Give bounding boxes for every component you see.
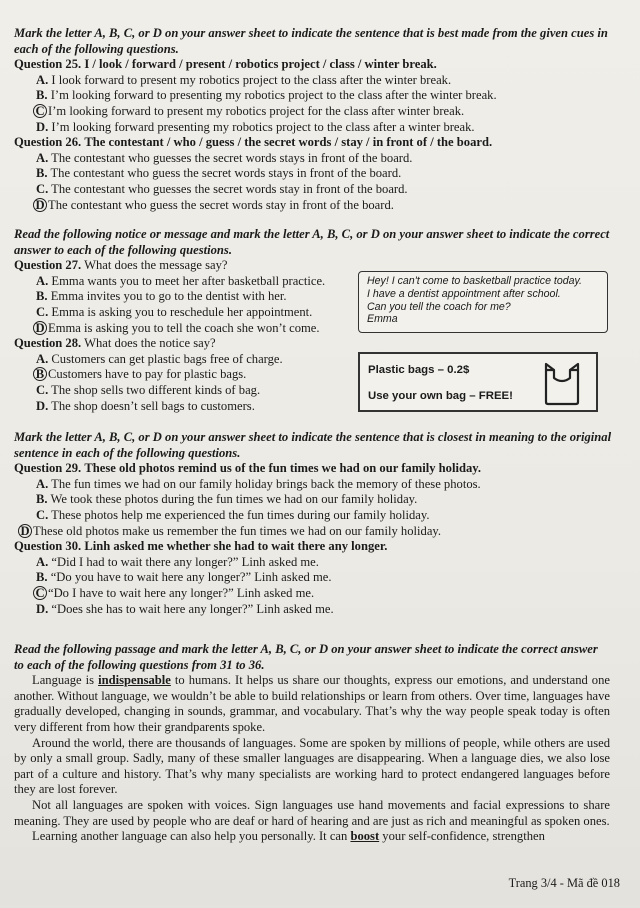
- question-label: Question 30.: [14, 539, 82, 554]
- option-text: The shop doesn’t sell bags to customers.: [51, 398, 255, 413]
- option-letter: A.: [36, 150, 49, 165]
- question-text: These old photos remind us of the fun times we had on our family holiday.: [84, 461, 481, 476]
- option-letter: B.: [36, 492, 48, 507]
- question-label: Question 29.: [14, 461, 82, 476]
- option-letter: D.: [36, 601, 49, 616]
- option-text: These photos help me experienced the fun times during our family holiday.: [51, 507, 430, 522]
- question-25: [14, 57, 614, 73]
- option-b: [14, 166, 614, 182]
- passage-paragraph-1: [14, 673, 610, 735]
- option-a: [14, 555, 614, 571]
- question-text: What does the notice say?: [84, 336, 216, 351]
- option-c: [14, 104, 614, 120]
- option-text: The contestant who guess the secret words stay in front of the board.: [48, 197, 394, 212]
- circled-answer-mark: C: [33, 104, 47, 118]
- question-text: Linh asked me whether she had to wait there any longer.: [84, 539, 388, 554]
- question-label: Question 27.: [14, 258, 82, 273]
- shop-notice-box: [358, 352, 598, 412]
- option-d: [14, 120, 614, 136]
- option-b: [14, 88, 614, 104]
- message-line: Can you tell the coach for me?: [367, 300, 511, 313]
- option-letter: A.: [36, 351, 49, 366]
- option-letter: C.: [36, 507, 49, 522]
- message-line: I have a dentist appointment after school.: [367, 287, 561, 300]
- option-letter: A.: [36, 72, 49, 87]
- question-26: [14, 135, 614, 151]
- option-letter: A.: [36, 273, 49, 288]
- option-text: “Do I have to wait here any longer?” Linh asked me.: [48, 585, 315, 600]
- option-text: Emma is asking you to tell the coach she won’t come.: [48, 320, 320, 335]
- option-text: I’m looking forward presenting my robotics project to the class after a winter break.: [51, 119, 475, 134]
- circled-answer-mark: D: [33, 321, 47, 335]
- option-b: [14, 492, 614, 508]
- passage-text: your self-confidence, strengthen: [379, 829, 545, 844]
- message-line: Hey! I can't come to basketball practice today.: [367, 275, 582, 287]
- question-label: Question 26.: [14, 135, 82, 150]
- section-1: [14, 26, 614, 213]
- question-cues: I / look / forward / present / robotics project / class / winter break.: [84, 57, 437, 72]
- section-3-instruction: Mark the letter A, B, C, or D on your answer sheet to indicate the sentence that is closest in meaning to the original sentence in each of the following questions.: [14, 430, 612, 460]
- option-letter: D.: [36, 119, 49, 134]
- option-letter: C.: [36, 304, 49, 319]
- shopping-bag-icon: [542, 362, 582, 406]
- option-text: Customers can get plastic bags free of charge.: [51, 351, 283, 366]
- option-letter: B.: [36, 570, 48, 585]
- option-text: “Does she has to wait here any longer?” Linh asked me.: [51, 601, 334, 616]
- option-b: [14, 570, 614, 586]
- option-c: [14, 586, 614, 602]
- notice-line-2: Use your own bag – FREE!: [368, 390, 513, 402]
- option-text: “Did I had to wait there any longer?” Linh asked me.: [51, 554, 319, 569]
- question-28: [14, 336, 614, 352]
- option-text: The contestant who guess the secret words stays in front of the board.: [50, 166, 402, 181]
- option-a: [14, 477, 614, 493]
- option-text: Emma is asking you to reschedule her appointment.: [51, 304, 313, 319]
- section-2-instruction: Read the following notice or message and mark the letter A, B, C, or D on your answer sheet to indicate the correct answer to each of the following questions.: [14, 227, 610, 257]
- option-text: I’m looking forward to presenting my robotics project to the class after the winter break.: [50, 88, 497, 103]
- section-4: [14, 642, 610, 845]
- text-message-box: [358, 271, 608, 333]
- option-text: The shop sells two different kinds of bag.: [51, 382, 261, 397]
- question-label: Question 25.: [14, 57, 82, 72]
- notice-line-1: Plastic bags – 0.2$: [368, 364, 470, 376]
- passage-text: Learning another language can also help you personally. It can: [32, 829, 351, 844]
- option-text: The contestant who guesses the secret words stay in front of the board.: [51, 181, 408, 196]
- question-30: [14, 539, 614, 555]
- option-text: “Do you have to wait here any longer?” Linh asked me.: [50, 570, 332, 585]
- option-d: [14, 524, 614, 540]
- passage-text: Language is: [32, 673, 99, 688]
- page-footer: Trang 3/4 - Mã đề 018: [508, 876, 620, 890]
- option-text: Customers have to pay for plastic bags.: [48, 367, 247, 382]
- option-letter: B.: [36, 289, 48, 304]
- section-4-instruction: Read the following passage and mark the letter A, B, C, or D on your answer sheet to indicate the correct answer to each of the following questions from 31 to 36.: [14, 642, 598, 672]
- passage-paragraph-4: [14, 829, 610, 845]
- option-text: The contestant who guesses the secret words stays in front of the board.: [51, 150, 413, 165]
- message-signature: Emma: [367, 313, 398, 326]
- option-letter: C.: [36, 382, 49, 397]
- circled-answer-mark: D: [33, 198, 47, 212]
- question-label: Question 28.: [14, 336, 82, 351]
- question-text: What does the message say?: [84, 258, 228, 273]
- option-d: [14, 602, 614, 618]
- option-a: [14, 73, 614, 89]
- option-text: We took these photos during the fun times we had on our family holiday.: [50, 492, 418, 507]
- passage-paragraph-2: Around the world, there are thousands of languages. Some are spoken by millions of people, while others are used by only a small group. Sadly, many of these smaller languages are disappearing. When a language dies, we also lose part of a culture and history. That’s why many specialists are working hard to protect endangered languages before they are lost forever.: [14, 735, 610, 797]
- option-text: Emma invites you to go to the dentist with her.: [50, 289, 287, 304]
- option-letter: B.: [36, 166, 48, 181]
- option-text: I’m looking forward to present my robotics project for the class after winter break.: [48, 103, 465, 118]
- section-3: [14, 430, 614, 617]
- circled-answer-mark: C: [33, 586, 47, 600]
- option-letter: A.: [36, 554, 49, 569]
- option-letter: A.: [36, 476, 49, 491]
- option-text: Emma wants you to meet her after basketball practice.: [51, 273, 326, 288]
- question-29: [14, 461, 614, 477]
- question-cues: The contestant / who / guess / the secret words / stay / in front of / the board.: [84, 135, 493, 150]
- option-text: The fun times we had on our family holiday brings back the memory of these photos.: [51, 476, 481, 491]
- passage-text: to humans. It helps us share our thoughts, express our emotions, and understand one another. Without language, we wouldn’t be able to build relationships or learn from others. Over time, languages have gradually developed, changing in sounds, grammar, and vocabulary. That’s why the way people speak today is often very different from how their grandparents spoke.: [14, 673, 610, 734]
- passage-paragraph-3: Not all languages are spoken with voices. Sign languages use hand movements and facial expressions to share meaning. They are used by people who are deaf or hard of hearing and are just as rich and meaningful as spoken ones.: [14, 797, 610, 828]
- option-text: These old photos make us remember the fun times we had on our family holiday.: [33, 523, 442, 538]
- option-c: [14, 508, 614, 524]
- option-letter: C.: [36, 181, 49, 196]
- option-letter: B.: [36, 88, 48, 103]
- section-1-instruction: Mark the letter A, B, C, or D on your answer sheet to indicate the sentence that is best made from the given cues in each of the following questions.: [14, 26, 608, 56]
- option-a: [14, 151, 614, 167]
- option-c: [14, 182, 614, 198]
- underlined-word: boost: [350, 829, 380, 844]
- option-letter: D.: [36, 398, 49, 413]
- option-text: I look forward to present my robotics project to the class after the winter break.: [51, 72, 452, 87]
- circled-answer-mark: B: [33, 367, 47, 381]
- option-d: [14, 198, 614, 214]
- circled-answer-mark: D: [18, 524, 32, 538]
- underlined-word: indispensable: [98, 673, 171, 688]
